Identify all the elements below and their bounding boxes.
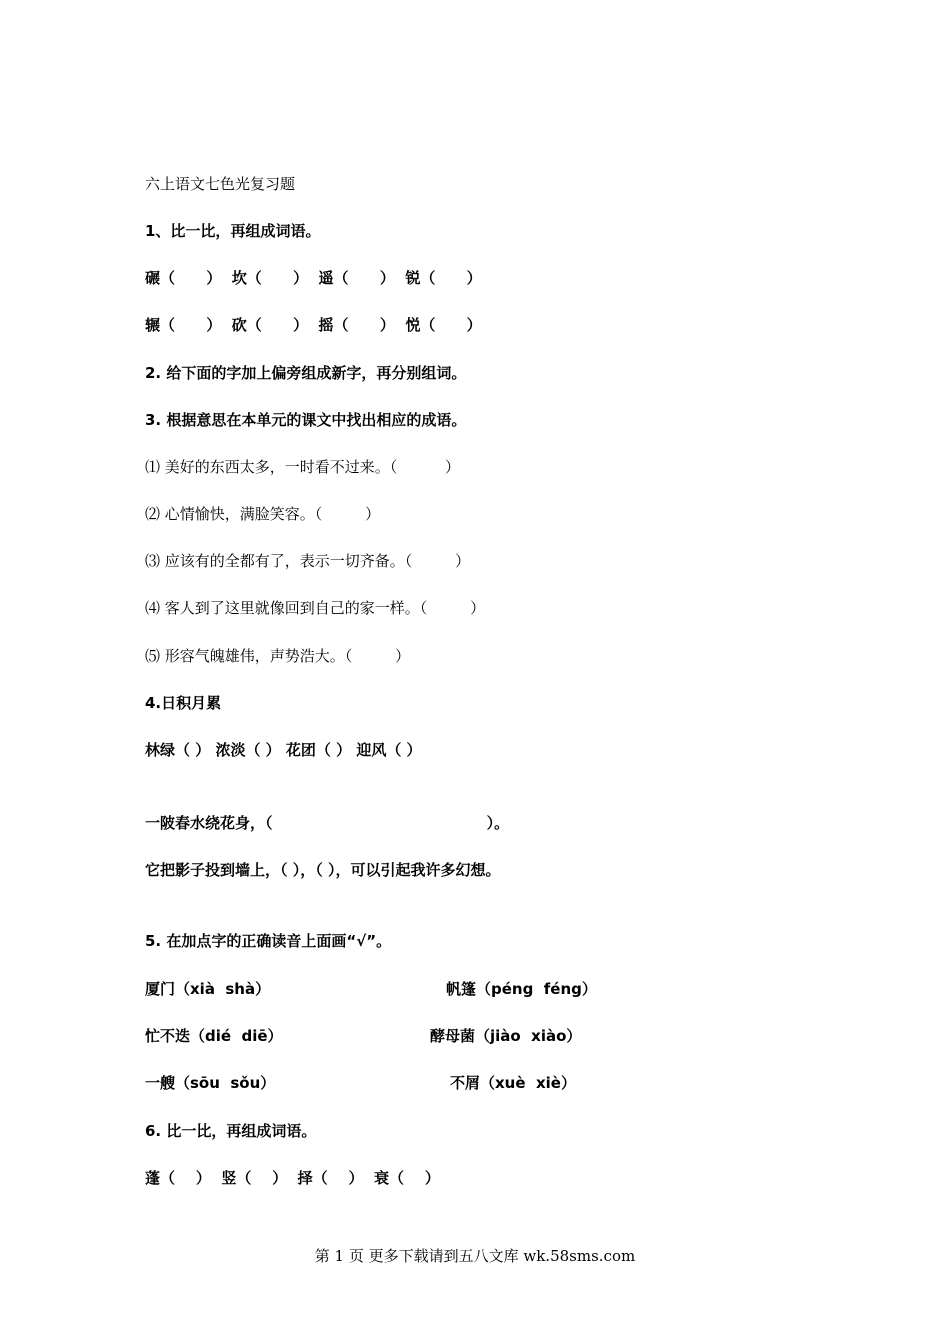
q5-row-3-left: 一艘（sōu sǒu） [145, 1074, 276, 1092]
q5-row-2-right: 酵母菌（jiào xiào） [430, 1027, 582, 1045]
q1-row-2: 辗（ ） 砍（ ） 摇（ ） 悦（ ） [145, 316, 482, 334]
q5-heading: 5. 在加点字的正确读音上面画“√”。 [145, 932, 392, 950]
q4-row-1: 林绿（ ） 浓淡（ ） 花团（ ） 迎风（ ） [145, 741, 422, 759]
q3-item-3: ⑶ 应该有的全都有了，表示一切齐备。（ ） [145, 552, 471, 570]
q3-item-4: ⑷ 客人到了这里就像回到自己的家一样。（ ） [145, 599, 486, 617]
q2-heading: 2. 给下面的字加上偏旁组成新字，再分别组词。 [145, 364, 467, 382]
q5-row-3-right: 不屑（xuè xiè） [450, 1074, 576, 1092]
q3-heading: 3. 根据意思在本单元的课文中找出相应的成语。 [145, 411, 467, 429]
q6-heading: 6. 比一比，再组成词语。 [145, 1122, 317, 1140]
q3-item-2: ⑵ 心情愉快，满脸笑容。（ ） [145, 505, 381, 523]
page-footer: 第 1 页 更多下载请到五八文库 wk.58sms.com [314, 1247, 636, 1265]
q1-heading: 1、比一比，再组成词语。 [145, 222, 321, 240]
q3-item-5: ⑸ 形容气魄雄伟，声势浩大。（ ） [145, 647, 411, 665]
q4-row-3: 它把影子投到墙上，（ ），（ ），可以引起我许多幻想。 [145, 861, 501, 879]
q4-heading: 4.日积月累 [145, 694, 222, 712]
q5-row-1-right: 帆篷（péng féng） [446, 980, 597, 998]
q5-row-1-left: 厦门（xià shà） [145, 980, 271, 998]
q3-item-1: ⑴ 美好的东西太多，一时看不过来。（ ） [145, 458, 460, 476]
document-title: 六上语文七色光复习题 [145, 175, 296, 193]
q4-row-2: 一陂春水绕花身，（ ）。 [145, 814, 510, 832]
q1-row-1: 碾（ ） 坎（ ） 遥（ ） 锐（ ） [145, 269, 482, 287]
q6-row-1: 蓬（ ） 竖（ ） 择（ ） 衰（ ） [145, 1169, 440, 1187]
q5-row-2-left: 忙不迭（dié diē） [145, 1027, 283, 1045]
